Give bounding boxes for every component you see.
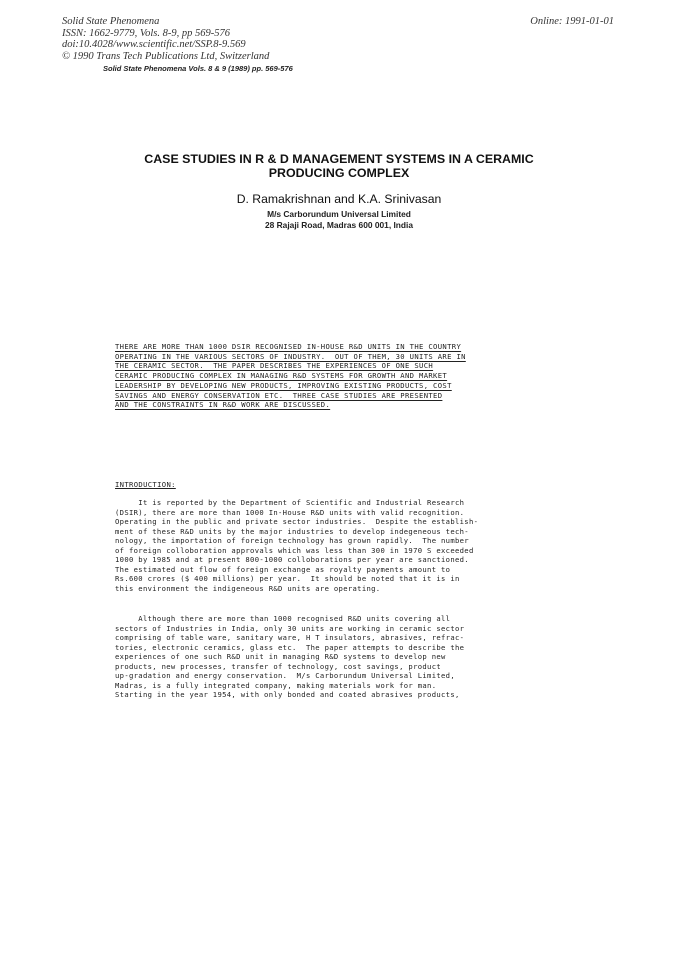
paragraph-line: up-gradation and energy conservation. M/s Carborundum Universal Limited,: [115, 671, 455, 680]
paragraph-line: Madras, is a fully integrated company, making materials work for man.: [115, 680, 437, 690]
title-line: PRODUCING COMPLEX: [268, 166, 410, 180]
affiliation: [0, 209, 678, 231]
paper-title: [0, 152, 678, 180]
paragraph-line: The estimated out flow of foreign exchange as royalty payments amount to: [115, 564, 451, 574]
paragraph-line: Operating in the public and private sector industries. Despite the establish-: [115, 517, 479, 526]
abstract-line: CERAMIC PRODUCING COMPLEX IN MANAGING R&D SYSTEMS FOR GROWTH AND MARKET: [115, 371, 448, 381]
paragraph-line: of foreign colloboration approvals which was less than 300 in 1970 S exceeded: [115, 545, 474, 555]
paragraph-line: products, new processes, transfer of technology, cost savings, product: [115, 661, 442, 671]
paragraph: [115, 614, 464, 700]
meta-journal: Solid State Phenomena: [62, 16, 160, 27]
authors: D. Ramakrishnan and K.A. Srinivasan: [236, 192, 442, 206]
abstract-line: OPERATING IN THE VARIOUS SECTORS OF INDUSTRY. OUT OF THEM, 30 UNITS ARE IN: [115, 351, 466, 361]
title-line: CASE STUDIES IN R & D MANAGEMENT SYSTEMS IN A CERAMIC: [144, 152, 534, 166]
paragraph-line: experiences of one such R&D unit in managing R&D systems to develop new: [115, 652, 446, 661]
abstract-line: AND THE CONSTRAINTS IN R&D WORK ARE DISCUSSED.: [115, 400, 331, 410]
abstract-line: LEADERSHIP BY DEVELOPING NEW PRODUCTS, IMPROVING EXISTING PRODUCTS, COST: [115, 380, 452, 390]
paragraph-line: tories, electronic ceramics, glass etc. The paper attempts to describe the: [115, 642, 465, 652]
abstract-line: SAVINGS AND ENERGY CONSERVATION ETC. THREE CASE STUDIES ARE PRESENTED: [115, 390, 443, 400]
paragraph-line: 1000 by 1985 and at present 800-1000 colloborations per year are sanctioned.: [115, 555, 469, 564]
paragraph-line: ment of these R&D units by the major industries to develop indegeneous tech-: [115, 526, 469, 536]
journal-line: Solid State Phenomena Vols. 8 & 9 (1989) pp. 569-576: [103, 64, 293, 73]
online-date: Online: 1991-01-01: [530, 16, 614, 27]
section-heading-introduction: INTRODUCTION:: [115, 480, 176, 489]
paragraph-line: It is reported by the Department of Scientific and Industrial Research: [115, 498, 465, 507]
paragraph-line: Rs.600 crores ($ 400 millions) per year. It should be noted that it is in: [115, 574, 460, 583]
affiliation-line: 28 Rajaji Road, Madras 600 001, India: [264, 220, 414, 230]
meta-doi[interactable]: doi:10.4028/www.scientific.net/SSP.8-9.569: [62, 39, 246, 51]
abstract-line: THE CERAMIC SECTOR. THE PAPER DESCRIBES THE EXPERIENCES OF ONE SUCH: [115, 361, 434, 371]
paragraph-line: this environment the indigeneous R&D units are operating.: [115, 583, 381, 593]
paragraph-line: nology, the importation of foreign technology has grown rapidly. The number: [115, 536, 469, 545]
meta-copyright: © 1990 Trans Tech Publications Ltd, Switzerland: [62, 50, 270, 62]
paragraph: [115, 498, 478, 593]
paragraph-line: (DSIR), there are more than 1000 In-House R&D units with valid recognition.: [115, 507, 465, 517]
abstract: [115, 342, 466, 410]
paragraph-line: comprising of table ware, sanitary ware, H T insulators, abrasives, refrac-: [115, 633, 465, 642]
abstract-line: THERE ARE MORE THAN 1000 DSIR RECOGNISED IN-HOUSE R&D UNITS IN THE COUNTRY: [115, 342, 462, 351]
paragraph-line: Although there are more than 1000 recognised R&D units covering all: [115, 614, 451, 623]
meta-issn: ISSN: 1662-9779, Vols. 8-9, pp 569-576: [62, 27, 230, 39]
paragraph-line: Starting in the year 1954, with only bonded and coated abrasives products,: [115, 690, 460, 699]
paragraph-line: sectors of Industries in India, only 30 units are working in ceramic sector: [115, 623, 465, 633]
publication-meta: [62, 16, 269, 62]
affiliation-line: M/s Carborundum Universal Limited: [267, 209, 411, 219]
